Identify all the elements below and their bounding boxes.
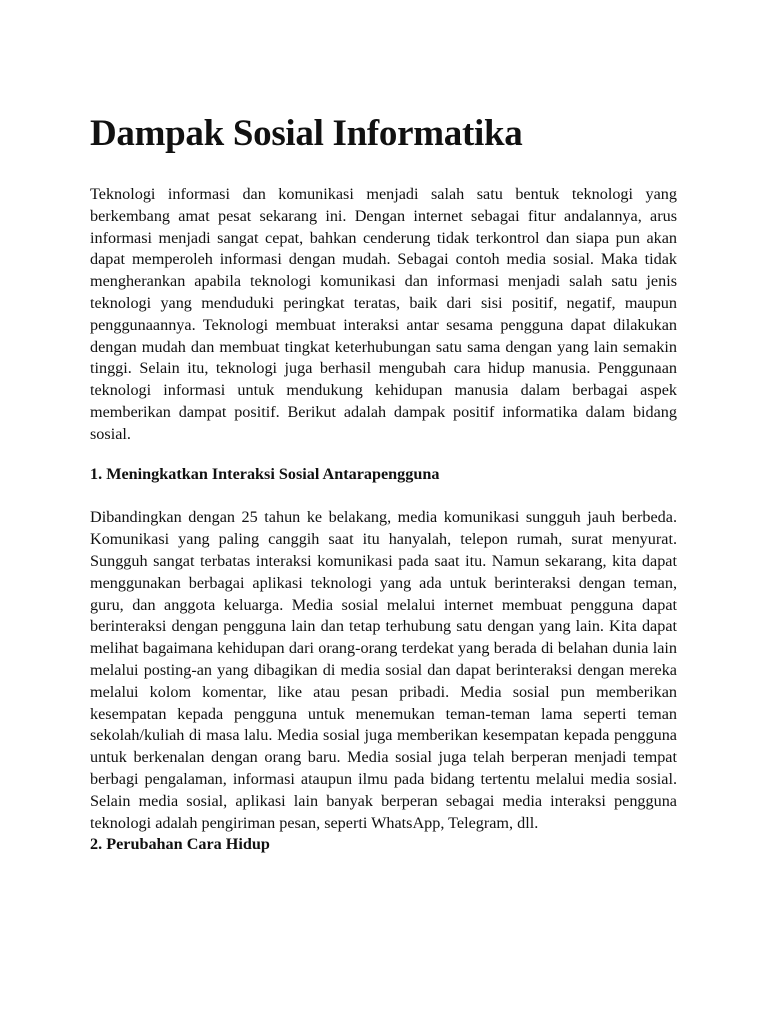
section-2-heading: 2. Perubahan Cara Hidup — [90, 835, 270, 854]
document-page — [90, 108, 677, 856]
intro-paragraph: Teknologi informasi dan komunikasi menjadi salah satu bentuk teknologi yang berkembang amat pesat sekarang ini. Dengan internet sebagai fitur andalannya, arus informasi menjadi sangat cepat, bahkan cenderung tidak terkontrol dan siapa pun akan dapat memperoleh informasi dengan mudah. Sebagai contoh media sosial. Maka tidak mengherankan apabila teknologi komunikasi dan informasi menjadi salah satu jenis teknologi yang menduduki peringkat teratas, baik dari sisi positif, negatif, maupun penggunaannya. Teknologi membuat interaksi antar sesama pengguna dapat dilakukan dengan mudah dan membuat tingkat keterhubungan satu sama dengan yang lain semakin tinggi. Selain itu, teknologi juga berhasil mengubah cara hidup manusia. Penggunaan teknologi informasi untuk mendukung kehidupan manusia dalam berbagai aspek memberikan dampat positif. Berikut adalah dampak positif informatika dalam bidang sosial. — [90, 185, 677, 443]
document-title: Dampak Sosial Informatika — [90, 113, 523, 154]
section-1-paragraph: Dibandingkan dengan 25 tahun ke belakang, media komunikasi sungguh jauh berbeda. Komunikasi yang paling canggih saat itu hanyalah, telepon rumah, surat menyurat. Sungguh sangat terbatas interaksi komunikasi pada saat itu. Namun sekarang, kita dapat menggunakan berbagai aplikasi teknologi yang ada untuk berinteraksi dengan teman, guru, dan anggota keluarga. Media sosial melalui internet membuat pengguna dapat berinteraksi dengan pengguna lain dan tetap terhubung satu dengan yang lain. Kita dapat melihat bagaimana kehidupan dari orang-orang terdekat yang berada di belahan dunia lain melalui posting-an yang dibagikan di media sosial dan dapat berinteraksi dengan mereka melalui kolom komentar, like atau pesan pribadi. Media sosial pun memberikan kesempatan kepada pengguna untuk menemukan teman-teman lama seperti teman sekolah/kuliah di masa lalu. Media sosial juga memberikan kesempatan kepada pengguna untuk berkenalan dengan orang baru. Media sosial juga telah berperan menjadi tempat berbagi pengalaman, informasi ataupun ilmu pada bidang tertentu melalui media sosial. Selain media sosial, aplikasi lain banyak berperan sebagai media interaksi pengguna teknologi adalah pengiriman pesan, seperti WhatsApp, Telegram, dll. — [90, 508, 677, 832]
section-1-heading: 1. Meningkatkan Interaksi Sosial Antarapengguna — [90, 464, 440, 483]
